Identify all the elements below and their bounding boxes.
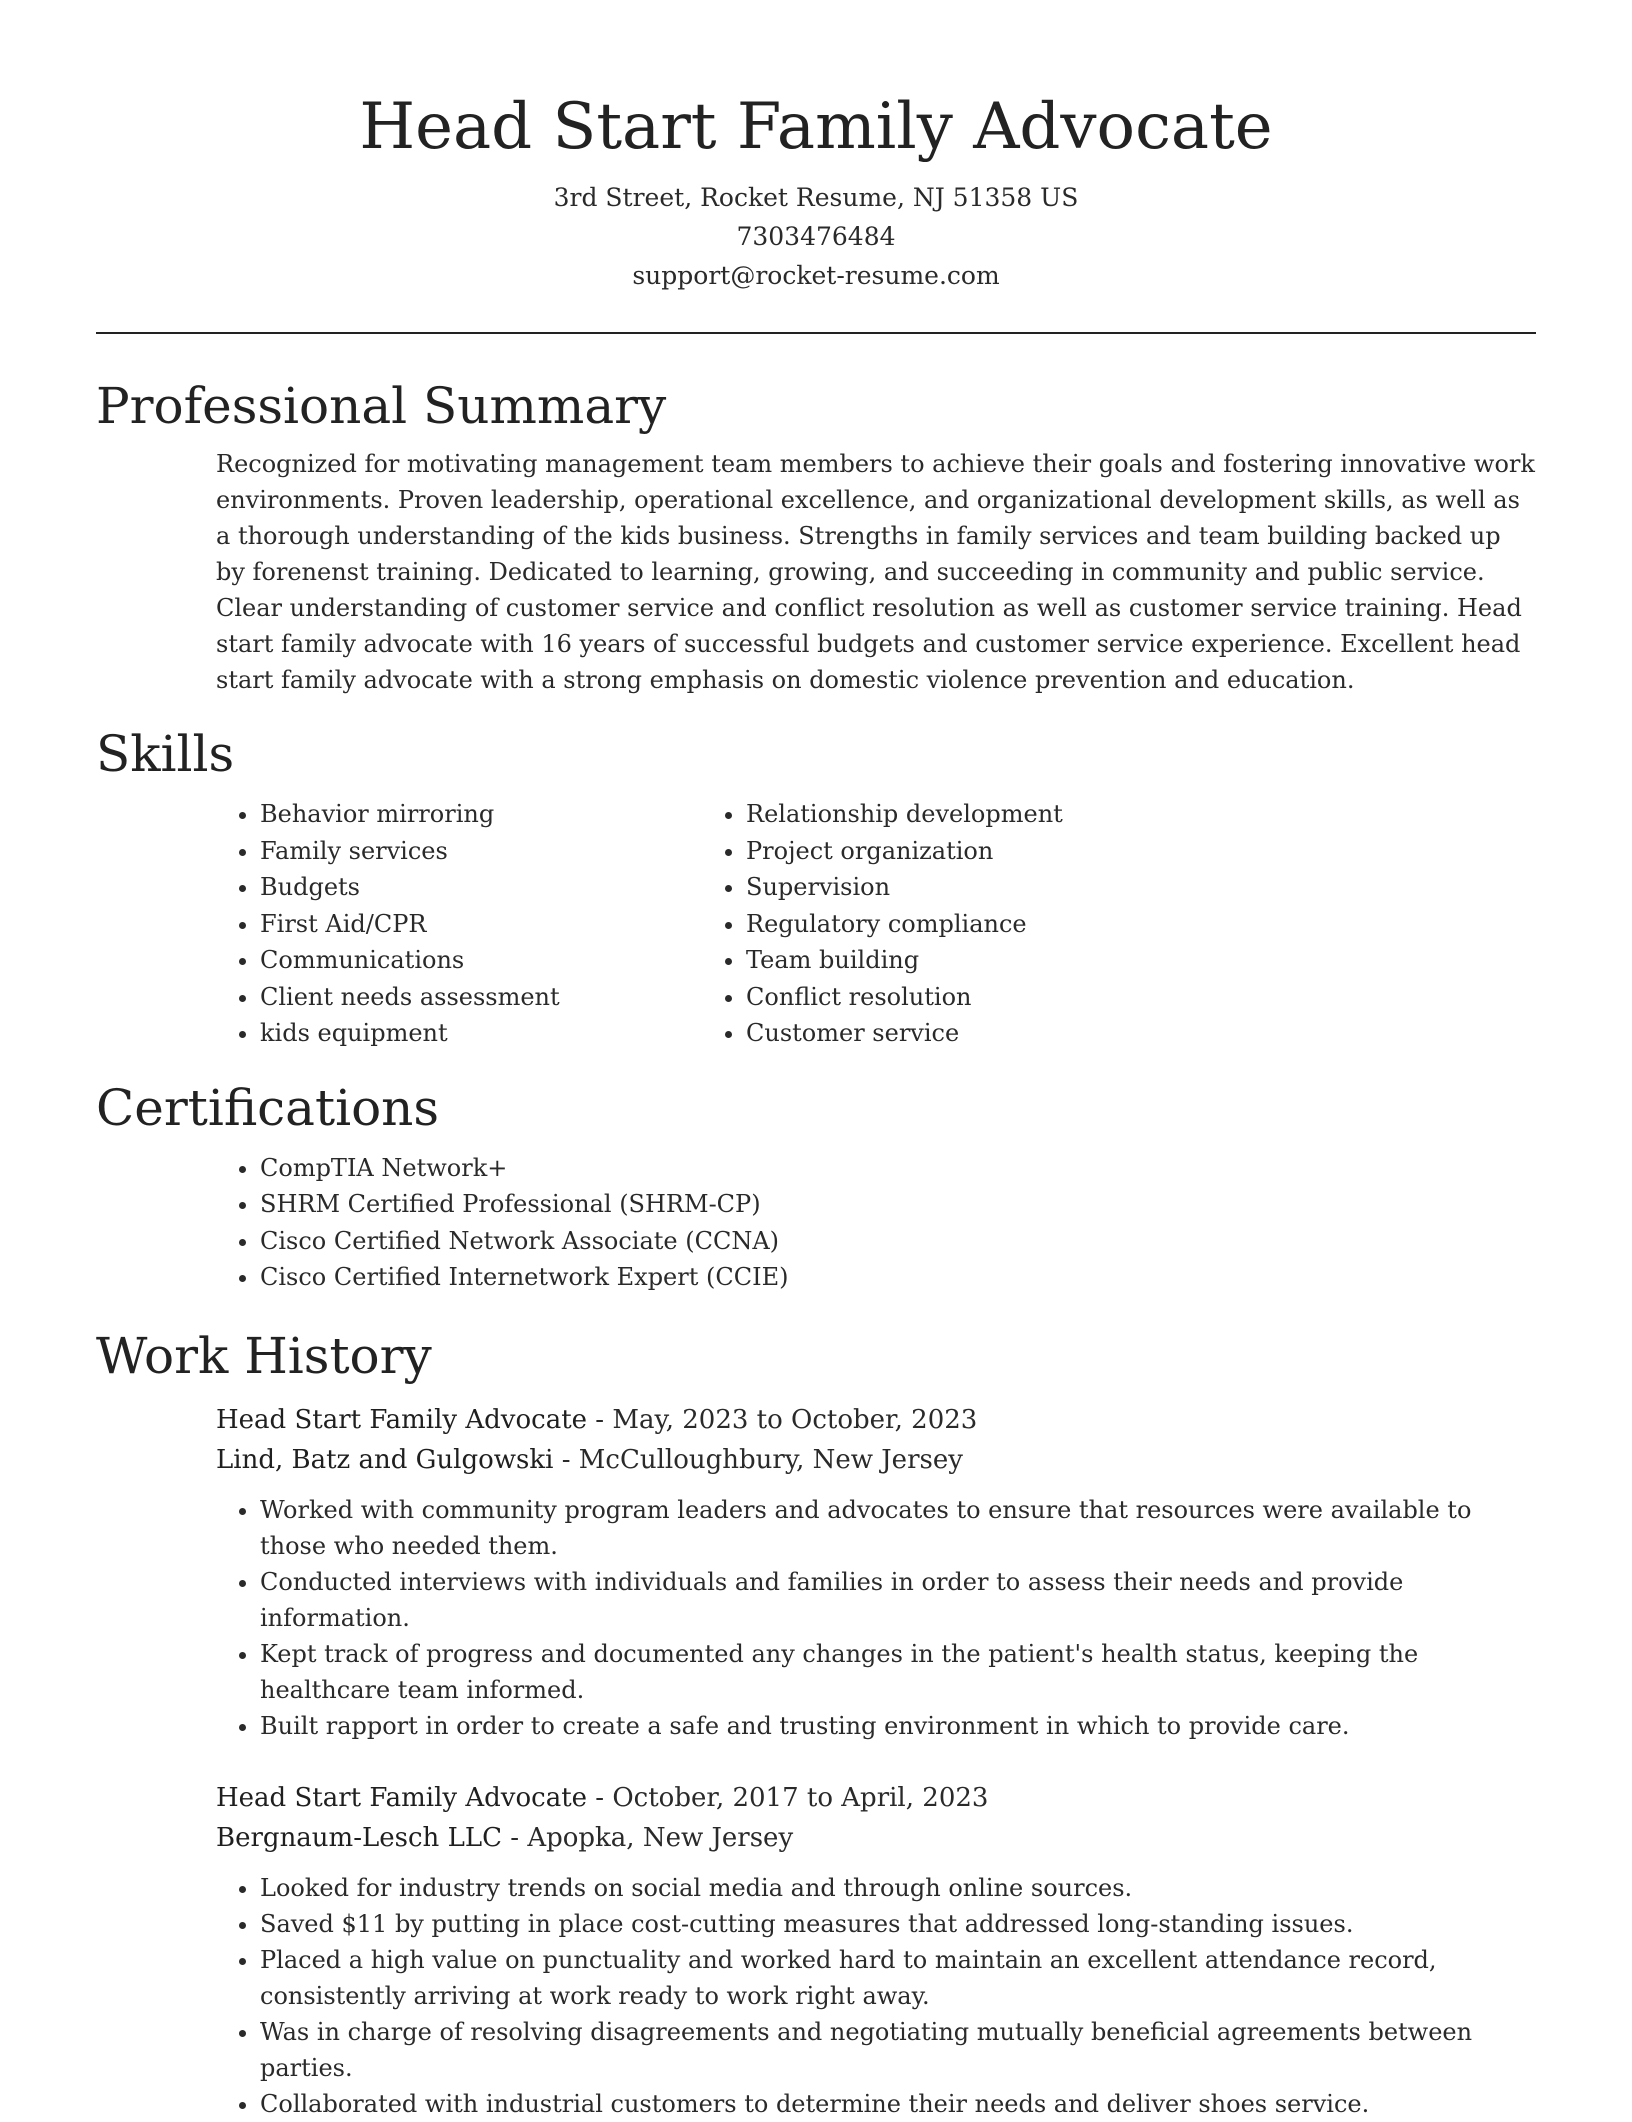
skill-item: • Supervision — [746, 869, 1536, 906]
job-bullet: • Saved $11 by putting in place cost-cutting measures that addressed long-standing issues. — [260, 1906, 1536, 1942]
certification-item: • Cisco Certified Network Associate (CCNA) — [260, 1223, 1536, 1260]
skill-item: • Budgets — [260, 869, 746, 906]
job-company-line — [216, 1440, 1536, 1480]
job-bullet: • Worked with community program leaders and advocates to ensure that resources were available to those who needed them. — [260, 1492, 1536, 1564]
skill-item: • First Aid/CPR — [260, 906, 746, 943]
certifications-heading: Certifications — [96, 1078, 440, 1137]
job-bullet: • Collaborated with industrial customers to determine their needs and deliver shoes service. — [260, 2086, 1536, 2122]
contact-address: 3rd Street, Rocket Resume, NJ 51358 US — [553, 183, 1079, 212]
skill-item: • Client needs assessment — [260, 979, 746, 1016]
summary-text: Recognized for motivating management team members to achieve their goals and fostering innovative work environments. Proven leadership, operational excellence, and organizational development skills, as well as a thorough understanding of the kids business. Strengths in family services and team building backed up by forenenst training. Dedicated to learning, growing, and succeeding in community and public service. Clear understanding of customer service and conflict resolution as well as customer service training. Head start family advocate with 16 years of successful budgets and customer service experience. Excellent head start family advocate with a strong emphasis on domestic violence prevention and education. — [216, 450, 1535, 694]
job-bullet: • Conducted interviews with individuals and families in order to assess their needs and provide information. — [260, 1564, 1536, 1636]
job-location: - Apopka, New Jersey — [502, 1822, 794, 1853]
job-location: - McCulloughbury, New Jersey — [553, 1444, 963, 1475]
skills-heading: Skills — [96, 725, 235, 783]
skill-item: • Behavior mirroring — [260, 796, 746, 833]
job-title-line — [216, 1778, 1536, 1818]
job-bullet: • Built rapport in order to create a safe and trusting environment in which to provide care. — [260, 1708, 1536, 1744]
skill-item: • Relationship development — [746, 796, 1536, 833]
job-bullets — [216, 1870, 1536, 2122]
certification-item: • SHRM Certified Professional (SHRM-CP) — [260, 1186, 1536, 1223]
job-bullet: • Was in charge of resolving disagreements and negotiating mutually beneficial agreements between parties. — [260, 2014, 1536, 2086]
candidate-name: Head Start Family Advocate — [359, 90, 1273, 164]
job-role: Head Start Family Advocate — [216, 1782, 588, 1813]
skill-item: • Communications — [260, 942, 746, 979]
summary-heading: Professional Summary — [96, 377, 667, 435]
skill-item: • Project organization — [746, 833, 1536, 870]
job-bullets — [216, 1492, 1536, 1744]
skill-item: • Customer service — [746, 1015, 1536, 1052]
skill-item: • Conflict resolution — [746, 979, 1536, 1016]
header-divider — [96, 332, 1536, 334]
skills-grid — [96, 796, 1536, 1052]
skill-item: • Regulatory compliance — [746, 906, 1536, 943]
skill-item: • Team building — [746, 942, 1536, 979]
job-company: Bergnaum-Lesch LLC — [216, 1822, 502, 1853]
certifications-list — [96, 1150, 1536, 1296]
job-company-line — [216, 1818, 1536, 1858]
job-title-line — [216, 1400, 1536, 1440]
job-company: Lind, Batz and Gulgowski — [216, 1444, 554, 1475]
job-entry — [216, 1400, 1536, 1744]
job-bullet: • Placed a high value on punctuality and worked hard to maintain an excellent attendance record, consistently arriving at work ready to work right away. — [260, 1942, 1536, 2014]
work-history-heading: Work History — [96, 1326, 432, 1385]
contact-phone: 7303476484 — [736, 222, 896, 251]
skill-item: • kids equipment — [260, 1015, 746, 1052]
job-bullet: • Looked for industry trends on social media and through online sources. — [260, 1870, 1536, 1906]
resume-header — [96, 0, 1536, 295]
certification-item: • CompTIA Network+ — [260, 1150, 1536, 1187]
skill-item: • Family services — [260, 833, 746, 870]
contact-email: support@rocket-resume.com — [632, 261, 1000, 290]
skills-list-left — [96, 796, 746, 1052]
job-bullet: • Kept track of progress and documented any changes in the patient's health status, keeping the healthcare team informed. — [260, 1636, 1536, 1708]
skills-list-right — [746, 796, 1536, 1052]
certification-item: • Cisco Certified Internetwork Expert (CCIE) — [260, 1259, 1536, 1296]
contact-info — [96, 178, 1536, 295]
job-role: Head Start Family Advocate — [216, 1404, 588, 1435]
job-entry — [216, 1778, 1536, 2122]
job-dates: - May, 2023 to October, 2023 — [587, 1404, 978, 1435]
job-dates: - October, 2017 to April, 2023 — [587, 1782, 989, 1813]
